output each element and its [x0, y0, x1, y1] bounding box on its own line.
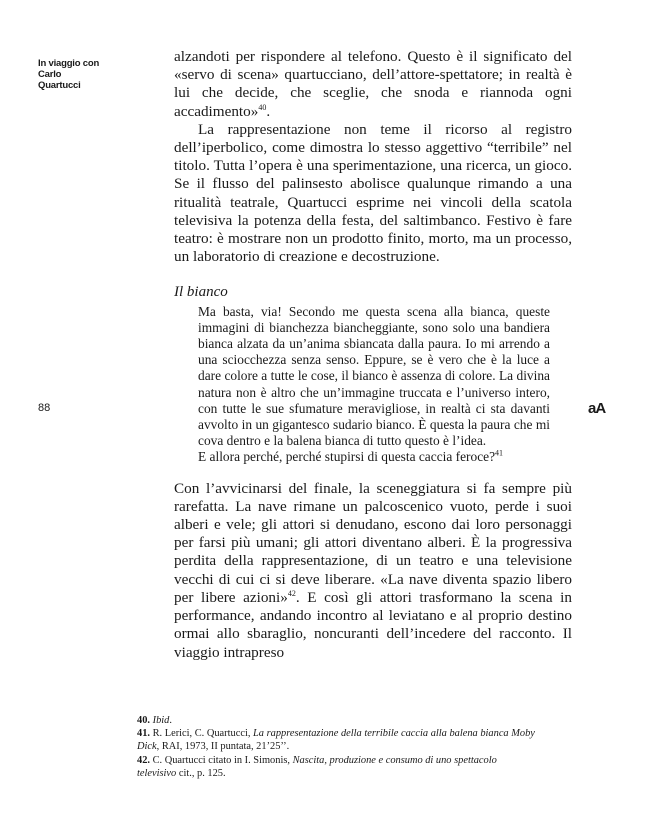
running-head-line: Quartucci: [38, 80, 81, 91]
footnote: 40. Ibid.: [137, 715, 172, 726]
section-title: Il bianco: [174, 284, 228, 301]
running-head-line: In viaggio con: [38, 58, 100, 69]
quote-paragraph: E allora perché, perché stupirsi di questa caccia feroce?$^{41}$: [198, 449, 504, 465]
paragraph: La rappresentazione non teme il ricorso al registro dell’iperbolico, come dimostra lo stesso aggettivo “terribile” nel titolo. Tutta l’opera è una sperimentazione, una ricerca, un gioco. Se il flusso del palinsesto abolisce qualunque rimando a una ritualità teatrale, Quartucci esprime nei vincoli della scatola televisiva la potenza della festa, del saltimbanco. Festivo è fare teatro: è mostrare non un prodotto finito, morto, ma un processo, un laboratorio di creazione e decostruzione.: [174, 120, 572, 266]
running-head: [38, 58, 128, 91]
main-text: [174, 48, 572, 662]
running-head-line: Carlo: [38, 69, 62, 80]
quote-paragraph: Ma basta, via! Secondo me questa scena alla bianca, queste immagini di bianchezza biancheggiante, sono solo una bandiera bianca alzata da un’anima sbiancata dalla paura. Io mi arrendo a una sciocchezza senza senso. Eppure, se è vero che è la luce a dare colore a tutte le cose, il bianco è assenza di colore. La divina natura non è altro che un’immagine truccata e l’universo intero, con tutte le sue sfumature meravigliose, in realtà ci sta davanti avvolto in un gigantesco sudario bianco. È questa la paura che mi cova dentro e la balena bianca di tutto questo è l’idea.: [198, 303, 550, 449]
footnote: 41. R. Lerici, C. Quartucci, La rappresentazione della terribile caccia alla balena bianca Moby Dick, RAI, 1973, II puntata, 21’25’’.: [137, 728, 535, 753]
footnotes: [137, 714, 537, 780]
paragraph: Con l’avvicinarsi del finale, la sceneggiatura si fa sempre più rarefatta. La nave rimane un palcoscenico vuoto, perde i suoi alberi e vele; gli attori si denudano, escono dai loro personaggi per farsi più umani; gli attori diventano alberi. È la progressiva perdita della rappresentazione, di un teatro e una televisione vecchi di cui ci si deve liberare. «La nave diventa spazio libero per libere azioni»$^{42}$. E così gli attori trasformano la scena in performance, andando incontro al leviatano e al proprio destino ormai allo sbaraglio, noncuranti dell’incedere del racconto. Il viaggio intrapreso: [174, 479, 572, 661]
page-number: 88: [38, 402, 51, 414]
footnote: 42. C. Quartucci citato in I. Simonis, Nascita, produzione e consumo di uno spettacolo televisivo cit., p. 125.: [137, 754, 497, 779]
publisher-logo: aA: [588, 400, 606, 417]
paragraph: alzandoti per rispondere al telefono. Questo è il significato del «servo di scena» quartucciano, dell’attore-spettatore; in realtà è lui che decide, che sceglie, che snoda e riannoda ogni accadimento»$^{40}$.: [174, 48, 572, 120]
footnote-ref: 42: [287, 588, 296, 598]
footnote-ref: 40: [258, 102, 267, 112]
block-quote: [198, 304, 550, 466]
footnote-ref: 41: [495, 449, 504, 458]
